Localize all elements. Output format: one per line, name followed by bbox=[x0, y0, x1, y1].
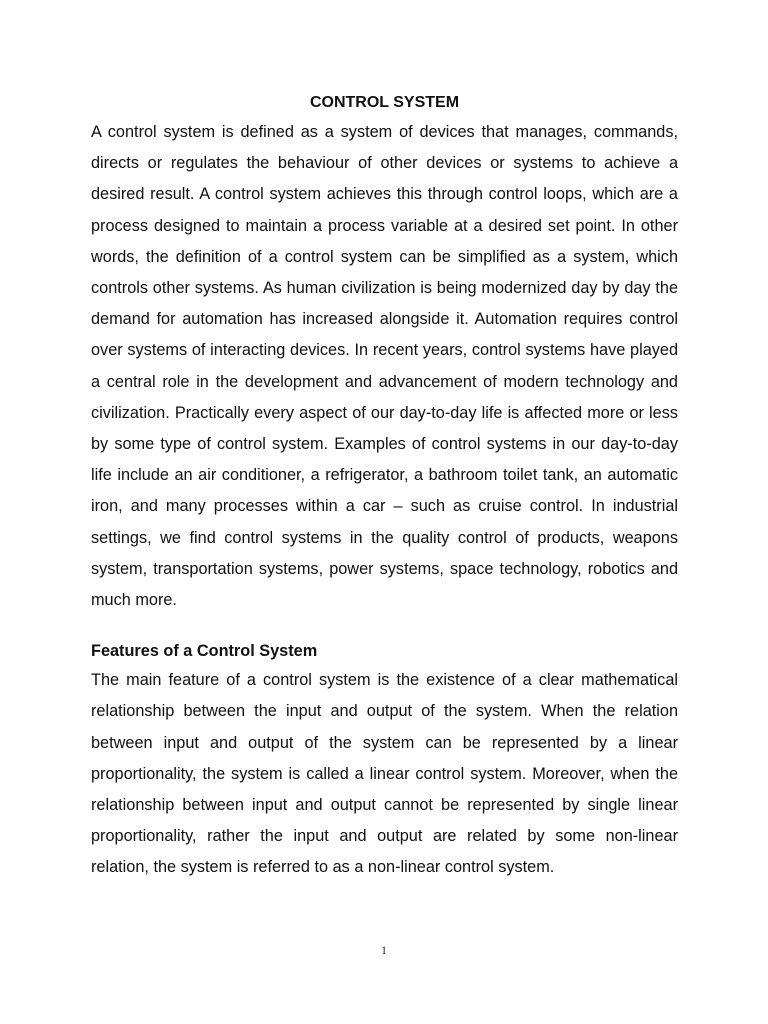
document-title: CONTROL SYSTEM bbox=[309, 94, 460, 111]
section-heading: Features of a Control System bbox=[91, 642, 318, 661]
page-number: 1 bbox=[381, 943, 387, 957]
spacer bbox=[91, 616, 678, 637]
document-page bbox=[91, 89, 678, 884]
intro-paragraph: A control system is defined as a system of devices that manages, commands, directs or regulates the behaviour of other devices or systems to achieve a desired result. A control system achieves this through control loops, which are a process designed to maintain a process variable at a desired set point. In other words, the definition of a control system can be simplified as a system, which controls other systems. As human civilization is being modernized day by day the demand for automation has increased alongside it. Automation requires control over systems of interacting devices. In recent years, control systems have played a central role in the development and advancement of modern technology and civilization. Practically every aspect of our day-to-day life is affected more or less by some type of control system. Examples of control systems in our day-to-day life include an air conditioner, a refrigerator, a bathroom toilet tank, an automatic iron, and many processes within a car – such as cruise control. In industrial settings, we find control systems in the quality control of products, weapons system, transportation systems, power systems, space technology, robotics and much more. bbox=[91, 123, 678, 610]
features-paragraph: The main feature of a control system is the existence of a clear mathematical relationship between the input and output of the system. When the relation between input and output of the system can be represented by a linear proportionality, the system is called a linear control system. Moreover, when the relationship between input and output cannot be represented by single linear proportionality, rather the input and output are related by some non-linear relation, the system is referred to as a non-linear control system. bbox=[91, 671, 678, 877]
